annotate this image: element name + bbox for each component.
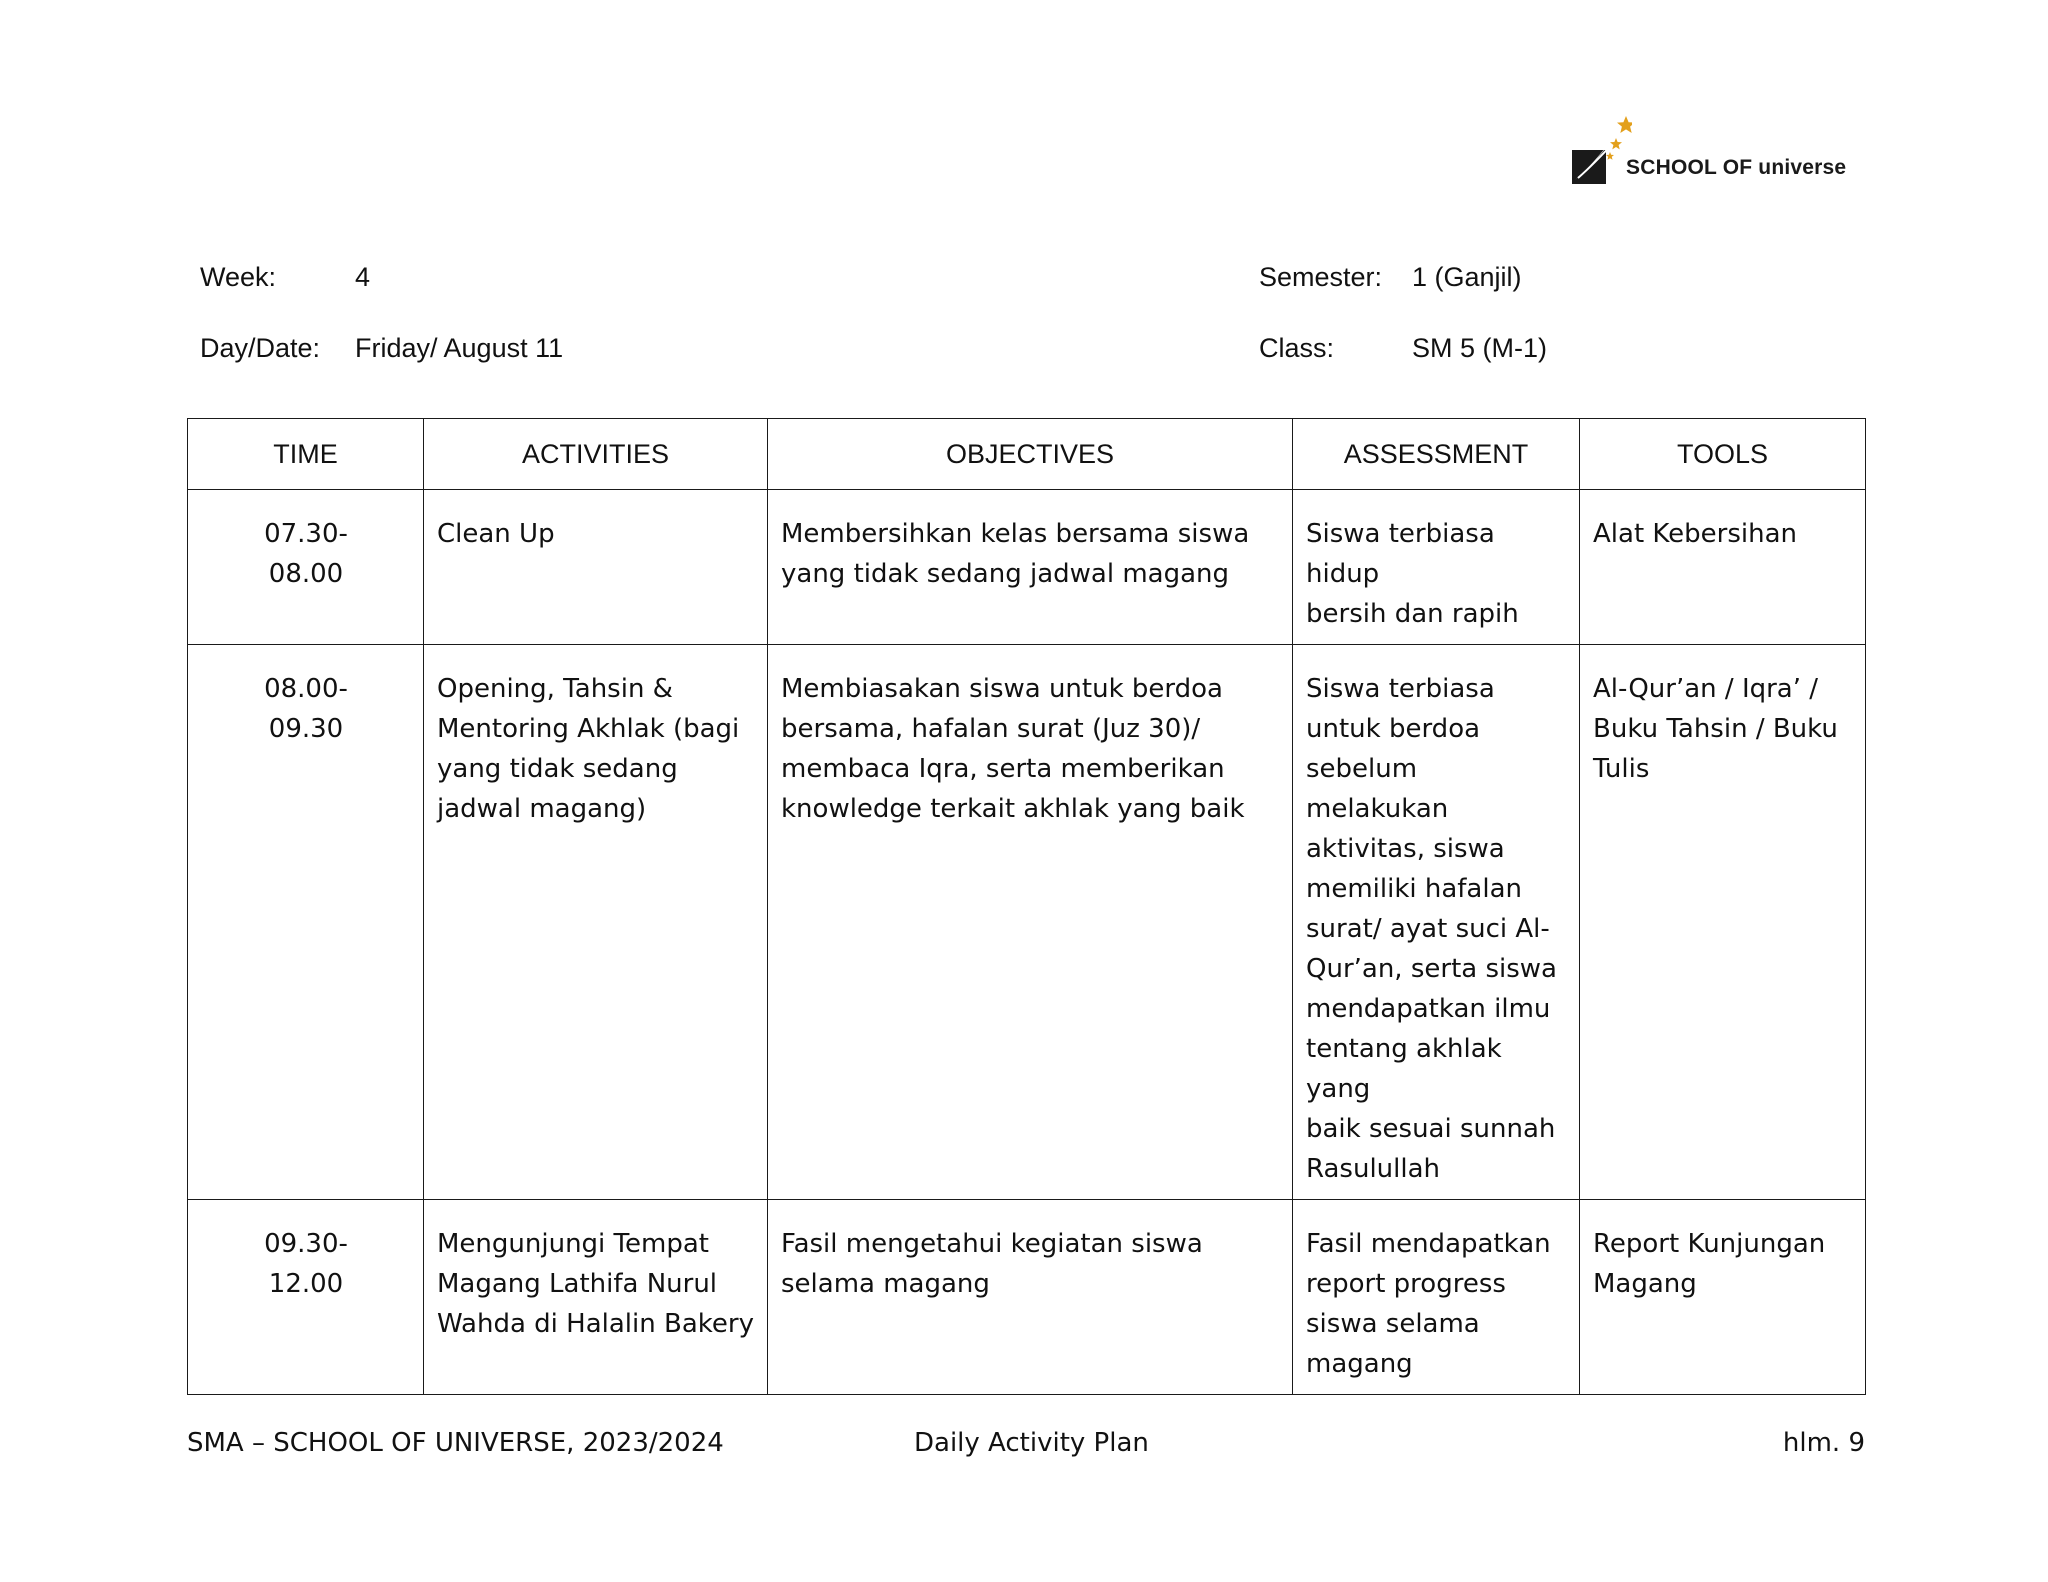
tools-cell: Report Kunjungan Magang xyxy=(1580,1200,1866,1395)
class-label: Class: xyxy=(1259,333,1335,363)
shooting-star-icon xyxy=(1572,116,1632,188)
table-row xyxy=(188,1200,1866,1395)
footer-document-title: Daily Activity Plan xyxy=(914,1428,1149,1458)
table-row xyxy=(188,490,1866,645)
time-cell: 08.00- 09.30 xyxy=(188,645,424,1200)
header-tools: TOOLS xyxy=(1580,419,1866,490)
week-value: 4 xyxy=(355,262,371,292)
school-logo xyxy=(1572,116,1852,188)
objective-cell: Membersihkan kelas bersama siswa yang tidak sedang jadwal magang xyxy=(768,490,1293,645)
objective-cell: Membiasakan siswa untuk berdoa bersama, hafalan surat (Juz 30)/ membaca Iqra, serta memberikan knowledge terkait akhlak yang baik xyxy=(768,645,1293,1200)
time-cell: 07.30- 08.00 xyxy=(188,490,424,645)
day-date-label: Day/Date: xyxy=(200,333,321,363)
class-value: SM 5 (M-1) xyxy=(1412,333,1547,363)
week-label: Week: xyxy=(200,262,277,292)
tools-cell: Alat Kebersihan xyxy=(1580,490,1866,645)
assessment-cell: Fasil mendapatkan report progress siswa selama magang xyxy=(1293,1200,1580,1395)
tools-cell: Al-Qur’an / Iqra’ / Buku Tahsin / Buku Tulis xyxy=(1580,645,1866,1200)
logo-wordmark: SCHOOL OF universe xyxy=(1626,156,1847,179)
activity-cell: Opening, Tahsin & Mentoring Akhlak (bagi yang tidak sedang jadwal magang) xyxy=(424,645,768,1200)
activity-cell: Clean Up xyxy=(424,490,768,645)
activity-plan-table xyxy=(187,418,1866,1395)
objective-cell: Fasil mengetahui kegiatan siswa selama magang xyxy=(768,1200,1293,1395)
header-activities: ACTIVITIES xyxy=(424,419,768,490)
semester-label: Semester: xyxy=(1259,262,1383,292)
day-date-value: Friday/ August 11 xyxy=(355,333,564,363)
table-row xyxy=(188,645,1866,1200)
assessment-cell: Siswa terbiasa hidup bersih dan rapih xyxy=(1293,490,1580,645)
footer-school-year: SMA – SCHOOL OF UNIVERSE, 2023/2024 xyxy=(187,1428,724,1458)
footer-page-number: hlm. 9 xyxy=(1782,1428,1865,1458)
activity-cell: Mengunjungi Tempat Magang Lathifa Nurul Wahda di Halalin Bakery xyxy=(424,1200,768,1395)
table-header-row xyxy=(188,419,1866,490)
header-assessment: ASSESSMENT xyxy=(1293,419,1580,490)
time-cell: 09.30- 12.00 xyxy=(188,1200,424,1395)
header-time: TIME xyxy=(188,419,424,490)
assessment-cell: Siswa terbiasa untuk berdoa sebelum melakukan aktivitas, siswa memiliki hafalan surat/ ayat suci Al- Qur’an, serta siswa mendapatkan ilmu tentang akhlak yang baik sesuai sunnah Rasulullah xyxy=(1293,645,1580,1200)
semester-value: 1 (Ganjil) xyxy=(1412,262,1522,292)
header-objectives: OBJECTIVES xyxy=(768,419,1293,490)
